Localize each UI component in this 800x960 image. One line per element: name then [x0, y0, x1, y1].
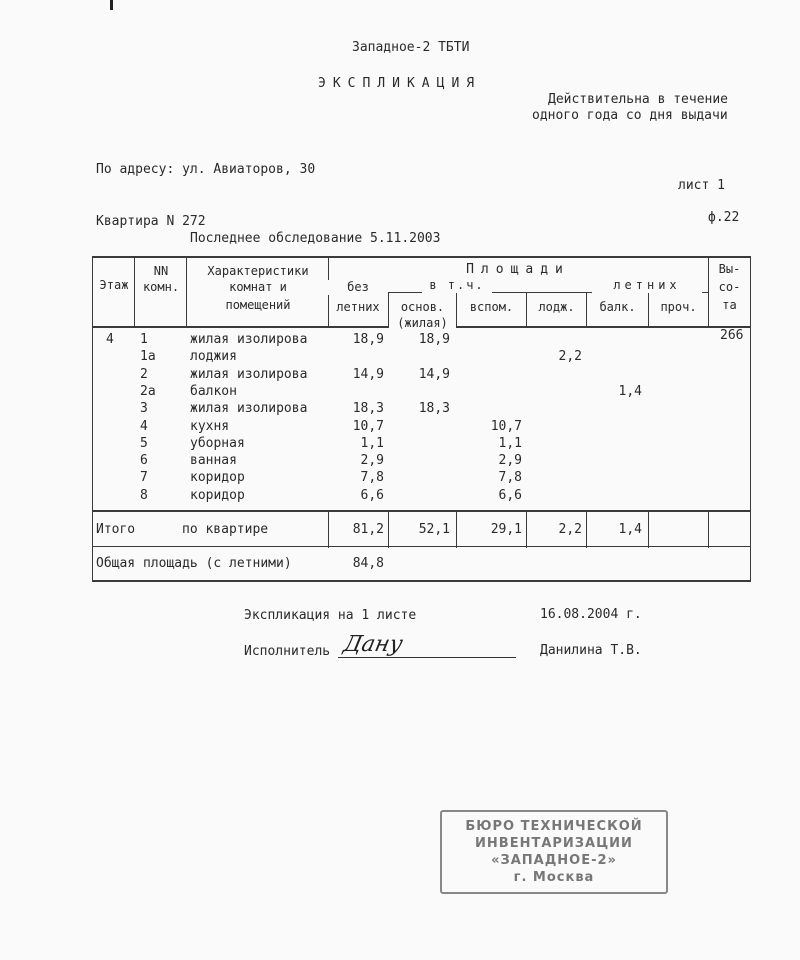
explication-table — [92, 256, 750, 582]
row-nn: 2а — [140, 383, 156, 399]
table-right-border — [750, 256, 751, 582]
row-name: лоджия — [190, 349, 237, 365]
row-nn: 1 — [140, 332, 148, 347]
header-height-1: Вы- — [718, 262, 741, 276]
row-osn: 14,9 — [418, 366, 450, 382]
total-label: Итого — [96, 522, 136, 537]
form-code: ф.22 — [708, 210, 740, 225]
header-bez-1: без — [328, 280, 388, 295]
row-nn: 8 — [140, 487, 148, 503]
total-col-line — [648, 510, 649, 548]
row-name: коридор — [190, 487, 245, 503]
table-bottom-border — [92, 580, 750, 582]
table-left-border — [92, 256, 93, 582]
row-vsp: 2,9 — [498, 453, 522, 469]
row-vsp: 7,8 — [498, 470, 522, 486]
sheets-note: Экспликация на 1 листе — [244, 608, 417, 623]
row-bez: 18,9 — [352, 332, 384, 347]
header-bez-2: летних — [336, 300, 380, 314]
row-nn: 5 — [140, 435, 148, 451]
row-name: жилая изолирова — [190, 401, 308, 417]
row-name: балкон — [190, 383, 237, 399]
header-letnih-group: летних — [592, 278, 702, 293]
stamp-line-4: г. Москва — [513, 870, 595, 885]
row-vsp: 10,7 — [490, 418, 522, 434]
row-height: 266 — [720, 328, 744, 343]
total-col-line — [328, 510, 329, 548]
header-char-2: комнат и — [229, 280, 287, 294]
col-line-floor — [134, 256, 135, 328]
row-bez: 18,3 — [352, 401, 384, 417]
document-title: ЭКСПЛИКАЦИЯ — [318, 76, 482, 91]
row-vsp: 1,1 — [498, 435, 522, 451]
row-osn: 18,9 — [418, 332, 450, 347]
total-lodzh: 2,2 — [558, 522, 582, 537]
row-floor: 4 — [106, 332, 114, 347]
total-col-line — [388, 510, 389, 548]
overall-area-label: Общая площадь (с летними) — [96, 556, 292, 571]
stamp-line-1: БЮРО ТЕХНИЧЕСКОЙ — [465, 819, 643, 834]
header-vspom: вспом. — [469, 300, 514, 314]
row-bez: 6,6 — [360, 487, 384, 503]
row-name: ванная — [190, 453, 237, 469]
row-bez: 10,7 — [352, 418, 384, 434]
row-nn: 3 — [140, 401, 148, 417]
row-bez: 1,1 — [360, 435, 384, 451]
header-height-2: со- — [718, 280, 741, 294]
header-areas: Площади — [466, 262, 570, 277]
sheet-number: лист 1 — [678, 178, 725, 193]
row-osn: 18,3 — [418, 401, 450, 417]
bti-stamp — [440, 810, 668, 894]
header-proch: проч. — [660, 300, 697, 314]
validity-note-line1: Действительна в течение — [548, 92, 729, 107]
total-balk: 1,4 — [618, 522, 642, 537]
stamp-line-3: «ЗАПАДНОЕ-2» — [491, 853, 617, 868]
scan-mark — [110, 0, 113, 10]
header-nn-1: NN — [153, 264, 169, 278]
header-balk: балк. — [599, 300, 636, 314]
total-col-line — [586, 510, 587, 548]
row-nn: 2 — [140, 366, 148, 382]
signature: Дану — [341, 632, 405, 657]
executor-name: Данилина Т.В. — [540, 643, 642, 658]
header-osn-2: (жилая) — [389, 316, 456, 331]
footer-date: 16.08.2004 г. — [540, 607, 642, 622]
row-name: жилая изолирова — [190, 366, 308, 382]
table-top-border — [92, 256, 750, 258]
header-floor: Этаж — [99, 278, 129, 292]
row-nn: 7 — [140, 470, 148, 486]
overall-area-value: 84,8 — [352, 556, 384, 571]
total-vsp: 29,1 — [490, 522, 522, 537]
row-name: жилая изолирова — [190, 332, 308, 347]
col-line-nn — [186, 256, 187, 328]
executor-label: Исполнитель — [244, 644, 331, 659]
row-name: коридор — [190, 470, 245, 486]
total-bottom-border — [92, 546, 750, 547]
last-survey: Последнее обследование 5.11.2003 — [190, 231, 441, 246]
row-name: кухня — [190, 418, 230, 434]
row-bez: 7,8 — [360, 470, 384, 486]
total-col-line — [526, 510, 527, 548]
row-name: уборная — [190, 435, 245, 451]
header-osn-1: основ. — [400, 300, 445, 314]
validity-note-line2: одного года со дня выдачи — [532, 108, 728, 123]
row-vsp: 6,6 — [498, 487, 522, 503]
organization-name: Западное-2 ТБТИ — [352, 40, 470, 55]
header-char-1: Характеристики — [207, 264, 309, 278]
header-lodzh: лодж. — [538, 300, 575, 314]
stamp-line-2: ИНВЕНТАРИЗАЦИИ — [475, 836, 633, 851]
header-vtch: в т.ч. — [422, 278, 492, 293]
row-balk: 1,4 — [618, 383, 642, 399]
total-label-2: по квартире — [182, 522, 269, 537]
row-nn: 6 — [140, 453, 148, 469]
row-bez: 14,9 — [352, 366, 384, 382]
header-char-3: помещений — [225, 298, 291, 312]
row-nn: 1а — [140, 349, 156, 365]
total-col-line — [708, 510, 709, 548]
address: По адресу: ул. Авиаторов, 30 — [96, 162, 316, 177]
total-col-line — [456, 510, 457, 548]
header-nn-2: комн. — [142, 280, 180, 294]
total-osn: 52,1 — [418, 522, 450, 537]
total-top-border — [92, 510, 750, 512]
row-nn: 4 — [140, 418, 148, 434]
header-height-3: та — [722, 298, 737, 312]
apartment-number: Квартира N 272 — [96, 214, 206, 229]
row-lodzh: 2,2 — [558, 349, 582, 365]
row-bez: 2,9 — [360, 453, 384, 469]
signature-line — [338, 657, 516, 658]
total-bez: 81,2 — [352, 522, 384, 537]
